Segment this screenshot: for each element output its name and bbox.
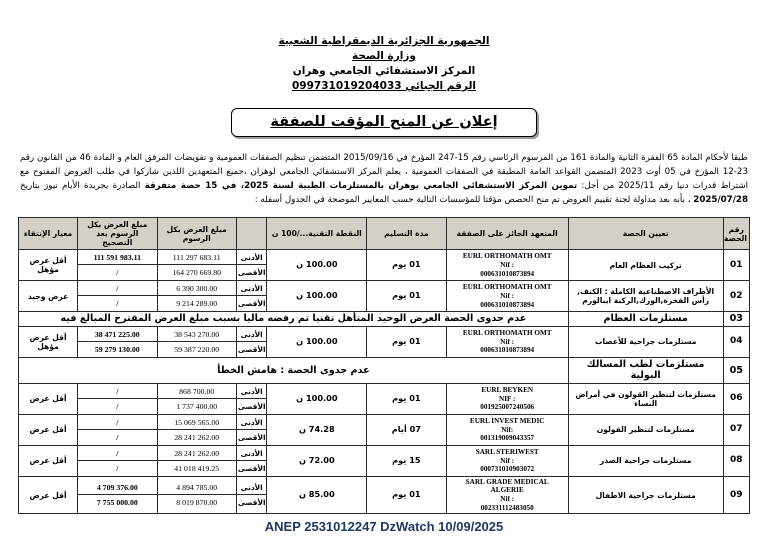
cell-supplier [446,414,568,445]
cell-technical-score: 74.28 ن [267,414,367,445]
amount-corrected-min: 111 591 983.11 [78,250,156,265]
cell-minmax-labels [236,281,267,312]
award-table-body [19,250,750,514]
minmax-label-max: الأقصى [237,401,266,411]
cell-delivery-time: 01 يوم [367,383,446,414]
minmax-label-min: الأدنى [237,446,267,461]
cell-amount-all-fees [157,414,236,445]
minmax-label-max: الأقصى [237,432,266,442]
cell-technical-score: 100.00 ن [267,281,367,312]
cell-selection-criteria: أقل عرض [19,414,78,445]
cell-supplier [446,445,568,476]
cell-delivery-time: 01 يوم [367,281,446,312]
award-table [18,217,750,514]
cell-lot-name: الأطراف الاصطناعية الكاملة : الكتف, رأس الفخرة,الورك,الركبة ايبالورم [568,281,723,312]
cell-amount-corrected [78,383,157,414]
cell-technical-score: 100.00 ن [267,383,367,414]
minmax-label-max: الأقصى [237,344,266,354]
amount-all-fees-max: 9 214 289.00 [176,299,218,309]
supplier-name: SARL GRADE MEDICAL ALGERIE [465,477,549,495]
cell-supplier [446,326,568,357]
supplier-nif-value: 002331112483050 [480,503,534,512]
supplier-nif-label: Nif : [500,495,515,504]
amount-corrected-min: 4 709 376.00 [78,480,156,495]
cell-selection-criteria: أقل عرض [19,476,78,514]
cell-technical-score: 85.00 ن [267,476,367,514]
supplier-nif-label: Nif: [501,425,514,434]
cell-lot-number: 02 [723,281,749,312]
amount-corrected-min: / [78,281,156,296]
page-title: إعلان عن المنح المؤقت للصفقة [270,113,498,130]
table-row [19,250,750,281]
supplier-nif-label: Nif : [500,337,515,346]
cell-lot-name: مستلزمات لتنظير القولون في أمراض النساء [568,383,723,414]
cell-minmax-labels [236,476,267,514]
amount-corrected-max: / [116,463,119,473]
amount-all-fees-min: 38 543 270.00 [158,327,236,342]
col-header-amount-all-fees: مبلغ العرض بكل الرسوم [157,218,236,250]
cell-minmax-labels [236,414,267,445]
amount-all-fees-max: 8 019 870.00 [176,498,218,508]
cell-amount-all-fees [157,476,236,514]
cell-amount-corrected [78,326,157,357]
minmax-label-min: الأدنى [237,384,267,399]
amount-all-fees-min: 6 390 300.00 [158,281,236,296]
col-header-criteria: معيار الإنتقاء [19,218,78,250]
cell-lot-name: مستلزمات لتنظير القولون [568,414,723,445]
cell-lot-cancellation-note: عدم جدوى الحصة : هامش الخطأ [19,357,569,383]
amount-corrected-max: / [116,268,119,278]
cell-selection-criteria: عرض وحيد [19,281,78,312]
cell-lot-name: مستلزمات جراحية للأعصاب [568,326,723,357]
minmax-label-min: الأدنى [237,281,267,296]
amount-all-fees-min: 28 241 262.00 [158,446,236,461]
cell-lot-cancellation-note: عدم جدوى الحصة العرض الوحيد المتأهل تقنيا تم رفضه ماليا بسبب مبلغ العرض المقترح المبالغ فيه [19,312,569,327]
cell-lot-number: 01 [723,250,749,281]
cell-lot-name: مستلزمات العظام [568,312,723,327]
supplier-nif-value: 001925007240506 [480,403,535,412]
table-row [19,357,750,383]
amount-corrected-min: / [78,415,156,430]
table-row [19,414,750,445]
document-header [0,0,768,94]
table-row [19,281,750,312]
cell-supplier [446,476,568,514]
cell-technical-score: 100.00 ن [267,326,367,357]
minmax-label-min: الأدنى [237,250,267,265]
paragraph-segment-2: الصادرة بجريدة الأيام نيوز بتاريخ [20,180,145,191]
supplier-nif-label: Nif : [500,292,515,300]
cell-amount-corrected [78,476,157,514]
paragraph-segment-3: ، بأنه بعد مداولة لجنة تقييم العروض تم منح الحصص مؤقتا للمؤسسات التالية حسب المعايير الموضحة في الجدول أسفله : [254,194,694,205]
cell-amount-corrected [78,445,157,476]
cell-minmax-labels [236,326,267,357]
cell-lot-number: 07 [723,414,749,445]
minmax-label-max: الأقصى [237,463,266,473]
minmax-label-min: الأدنى [237,327,267,342]
cell-delivery-time: 15 يوم [367,445,446,476]
cell-lot-number: 04 [723,326,749,357]
amount-corrected-max: 59 279 130.00 [94,344,140,354]
table-row [19,476,750,514]
table-row [19,445,750,476]
supplier-name: SARL STERIWEST [475,447,539,456]
cell-supplier [446,250,568,281]
cell-lot-number: 09 [723,476,749,514]
award-table-wrapper [18,217,750,514]
cell-technical-score: 100.00 ن [267,250,367,281]
supplier-name: EURL ORTHOMATH OMT [462,283,552,292]
amount-all-fees-min: 4 894 785.00 [158,480,236,495]
cell-lot-name: مستلزمات جراحية الاطفال [568,476,723,514]
paragraph-segment-bold: تموين المركز الاستشفائي الجامعي بوهران بالمستلزمات الطبية لسنة 2025، في 15 حصة متفرقة [144,180,578,191]
announcement-paragraph [20,151,748,207]
minmax-label-min: الأدنى [237,480,267,495]
header-tax-id-line: الرقم الجبائي 099731019204033 [292,79,476,92]
cell-amount-all-fees [157,281,236,312]
cell-lot-name: مستلزمات جراحية الصدر [568,445,723,476]
col-header-supplier: المتعهد الحائز على الصفقة [446,218,568,250]
amount-all-fees-max: 41 018 419.25 [174,463,220,473]
cell-lot-name: مستلزمات لطب المسالك البولية [568,357,723,383]
paragraph-segment-date: 2025/07/28 [693,194,748,205]
amount-all-fees-max: 59 387 220.00 [174,344,220,354]
announcement-title-box [231,108,536,137]
cell-minmax-labels [236,250,267,281]
supplier-nif-value: 000731010903072 [480,465,535,474]
header-country-line: الجمهورية الجزائرية الديمقراطية الشعبية [278,35,490,47]
cell-selection-criteria: أقل عرض مؤهل [19,326,78,357]
cell-amount-all-fees [157,326,236,357]
minmax-label-max: الأقصى [237,268,266,278]
cell-delivery-time: 07 أيام [367,414,446,445]
supplier-name: EURL ORTHOMATH OMT [462,328,552,337]
supplier-nif-value: 000631010873894 [480,346,535,355]
supplier-nif-value: 000631010873894 [480,269,535,278]
amount-all-fees-min: 111 297 683.11 [158,250,236,265]
cell-delivery-time: 01 يوم [367,476,446,514]
cell-delivery-time: 01 يوم [367,326,446,357]
cell-supplier [446,281,568,312]
cell-technical-score: 72.00 ن [267,445,367,476]
amount-corrected-max: / [116,401,119,411]
supplier-nif-label: NIF : [499,394,516,403]
cell-supplier [446,383,568,414]
col-header-delivery: مدة التسليم [367,218,446,250]
table-header-row [19,218,750,250]
amount-corrected-min: / [78,384,156,399]
supplier-name: EURL ORTHOMATH OMT [462,252,552,261]
col-header-technical-score: النقطة التقنية.../100 ن [267,218,367,250]
supplier-nif-value: 000631010873894 [480,300,535,309]
amount-all-fees-min: 868 700.00 [158,384,236,399]
cell-minmax-labels [236,383,267,414]
amount-corrected-max: / [116,432,119,442]
footer-reference: ANEP 2531012247 DzWatch 10/09/2025 [264,519,504,534]
minmax-label-max: الأقصى [237,498,266,508]
cell-lot-number: 03 [723,312,749,327]
cell-selection-criteria: أقل عرض [19,445,78,476]
cell-amount-corrected [78,414,157,445]
cell-amount-all-fees [157,250,236,281]
amount-all-fees-max: 164 270 669.80 [172,268,222,278]
supplier-nif-label: Nif : [500,456,515,465]
minmax-label-max: الأقصى [237,299,266,309]
cell-selection-criteria: أقل عرض [19,383,78,414]
col-header-minmax [236,218,267,250]
title-wrapper [0,108,768,137]
amount-all-fees-max: 28 241 262.00 [174,432,220,442]
cell-selection-criteria: أقل عرض مؤهل [19,250,78,281]
supplier-nif-value: 001319009043357 [480,434,535,443]
table-row [19,326,750,357]
award-table-head [19,218,750,250]
cell-amount-all-fees [157,383,236,414]
header-ministry-line: وزارة الصحة [352,49,416,62]
col-header-lot-name: تعيين الحصة [568,218,723,250]
col-header-lot-number: رقم الحصة [723,218,749,250]
supplier-name: EURL INVEST MEDIC [469,416,545,425]
col-header-amount-corrected: مبلغ العرض بكل الرسوم بعد التصحيح [78,218,157,250]
cell-amount-corrected [78,250,157,281]
amount-corrected-max: / [116,299,119,309]
table-row [19,312,750,327]
cell-lot-number: 06 [723,383,749,414]
minmax-label-min: الأدنى [237,415,267,430]
amount-corrected-max: 7 755 000.00 [96,498,138,508]
amount-corrected-min: / [78,446,156,461]
amount-corrected-min: 38 471 225.00 [78,327,156,342]
supplier-name: EURL BEYKEN [481,385,534,394]
cell-delivery-time: 01 يوم [367,250,446,281]
table-row [19,383,750,414]
cell-amount-all-fees [157,445,236,476]
amount-all-fees-max: 1 737 400.00 [176,401,218,411]
cell-lot-number: 05 [723,357,749,383]
cell-amount-corrected [78,281,157,312]
amount-all-fees-min: 15 069 565.00 [158,415,236,430]
cell-lot-number: 08 [723,445,749,476]
supplier-nif-label: Nif : [500,261,515,269]
cell-lot-name: تركيب العظام العام [568,250,723,281]
paragraph-segment-1: طبقا لأحكام المادة 65 الفقرة الثانية والمادة 161 من المرسوم الرئاسي رقم 15-247 المؤرخ في 2015/09/16 المتضمن تنظيم الصفقات العمومية و تفويضات المرفق العام و المادة 46 من القانون رقم 23-12 المؤرخ في 05 أوت 2023 المتضمن القواعد العامة المطبقة في الصفقات العمومية ، يعلم المركز الاستشفائي الجامعي لوهران ،جميع المتعهدين اللذين شاركوا في طلب العروض المفتوح مع اشتراط قدرات دنيا رقم 2025/11 من أجل: [20,152,749,191]
cell-minmax-labels [236,445,267,476]
header-institution-line: المركز الاستشفائي الجامعي وهران [292,64,476,77]
